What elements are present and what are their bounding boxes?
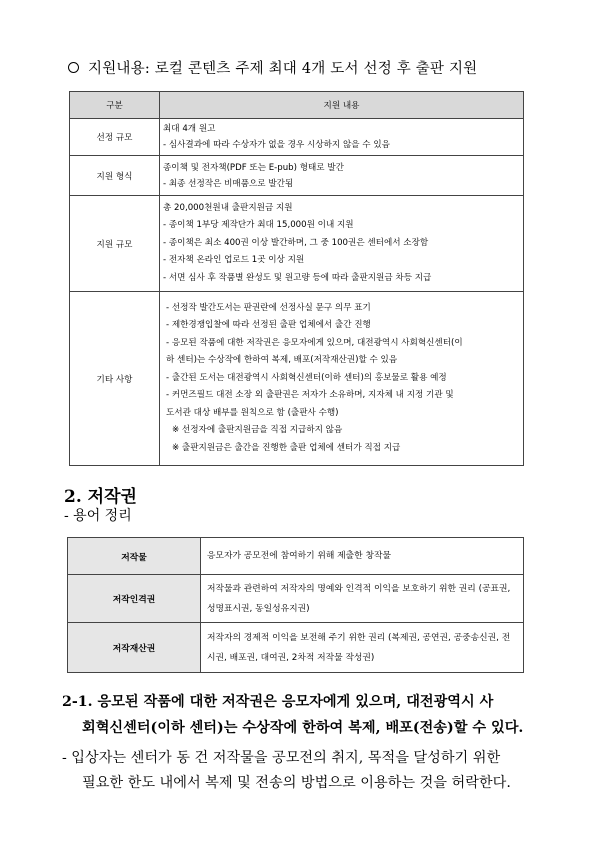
clause-line-2: 회혁신센터(이하 센터)는 수상작에 한하여 복제, 배포(전송)할 수 있다. <box>82 720 524 736</box>
table-row <box>70 119 524 156</box>
row-label-format: 지원 형식 <box>70 156 160 196</box>
content-line: - 선정작 발간도서는 판권란에 선정사실 문구 의무 표기 <box>166 302 371 313</box>
content-line: - 전자책 온라인 업로드 1곳 이상 지원 <box>163 255 305 266</box>
content-line: 종이책 및 전자책(PDF 또는 E-pub) 형태로 발간 <box>163 162 344 173</box>
term-label: 저작재산권 <box>68 623 201 673</box>
header-content: 지원 내용 <box>160 92 524 119</box>
content-line: - 커먼즈필드 대전 소장 외 출판권은 저자가 소유하며, 지자체 내 지정 기관 및 <box>166 390 454 401</box>
term-definition: 저작물과 관련하여 저작자의 명예와 인격적 이익을 보호하기 위한 권리 (공표권, 성명표시권, 동일성유지권) <box>201 575 524 623</box>
content-line: 하 센터)는 수상작에 한하여 복제, 배포(저작재산권)할 수 있음 <box>166 355 398 366</box>
content-line: ※ 선정자에 출판지원금을 직접 지급하지 않음 <box>172 425 343 436</box>
content-line: - 종이책 1부당 제작단가 최대 15,000원 이내 지원 <box>163 220 354 231</box>
row-content-scale <box>160 119 524 156</box>
content-line: - 응모된 작품에 대한 저작권은 응모자에게 있으며, 대전광역시 사회혁신센터(이 <box>166 337 463 348</box>
support-heading-text: 지원내용: 로컬 콘텐츠 주제 최대 4개 도서 선정 후 출판 지원 <box>88 61 478 77</box>
terms-table <box>67 537 524 673</box>
content-line: 최대 4개 원고 <box>163 124 216 134</box>
content-line: - 제한경쟁입찰에 따라 선정된 출판 업체에서 출간 진행 <box>166 320 371 331</box>
support-table <box>69 91 524 466</box>
content-line: - 종이책은 최소 400권 이상 발간하며, 그 중 100권은 센터에서 소장함 <box>163 237 429 248</box>
content-line: - 최종 선정작은 비매품으로 발간됨 <box>163 178 294 189</box>
table-row <box>68 575 524 623</box>
row-label-scale: 선정 규모 <box>70 119 160 156</box>
content-line: 도서관 대상 배부를 원칙으로 함 (출판사 수행) <box>166 407 339 418</box>
content-line: - 서면 심사 후 작품별 완성도 및 원고량 등에 따라 출판지원금 차등 지급 <box>163 272 432 283</box>
clause-line-1: 2-1. 응모된 작품에 대한 저작권은 응모자에게 있으며, 대전광역시 사 <box>62 694 494 710</box>
content-line: ※ 출판지원금은 출간을 진행한 출판 업체에 센터가 직접 지급 <box>172 442 401 453</box>
term-definition: 응모자가 공모전에 참여하기 위해 제출한 창작물 <box>201 538 524 575</box>
table-header-row <box>70 92 524 119</box>
table-row <box>68 538 524 575</box>
row-label-amount: 지원 규모 <box>70 196 160 292</box>
table-row <box>70 292 524 466</box>
row-content-other <box>160 292 524 466</box>
circle-bullet-icon <box>68 62 79 73</box>
table-row <box>70 196 524 292</box>
term-label: 저작인격권 <box>68 575 201 623</box>
section-title: 2. 저작권 <box>64 487 137 507</box>
term-definition: 저작자의 경제적 이익을 보전해 주기 위한 권리 (복제권, 공연권, 공중송신권, 전시권, 배포권, 대여권, 2차적 저작물 작성권) <box>201 623 524 673</box>
row-label-other: 기타 사항 <box>70 292 160 466</box>
row-content-amount <box>160 196 524 292</box>
note-line-1: - 입상자는 센터가 동 건 저작물을 공모전의 취지, 목적을 달성하기 위한 <box>62 750 501 766</box>
row-content-format <box>160 156 524 196</box>
content-line: 총 20,000천원내 출판지원금 지원 <box>163 202 293 213</box>
content-line: - 심사결과에 따라 수상자가 없을 경우 시상하지 않을 수 있음 <box>163 140 390 150</box>
header-category: 구분 <box>70 92 160 119</box>
table-row <box>68 623 524 673</box>
content-line: - 출간된 도서는 대전광역시 사회혁신센터(이하 센터)의 홍보물로 활용 예정 <box>166 372 447 383</box>
note-line-2: 필요한 한도 내에서 복제 및 전송의 방법으로 이용하는 것을 허락한다. <box>82 775 511 791</box>
table-row <box>70 156 524 196</box>
term-label: 저작물 <box>68 538 201 575</box>
section-subtitle: - 용어 정리 <box>64 508 132 524</box>
support-heading <box>68 57 477 78</box>
